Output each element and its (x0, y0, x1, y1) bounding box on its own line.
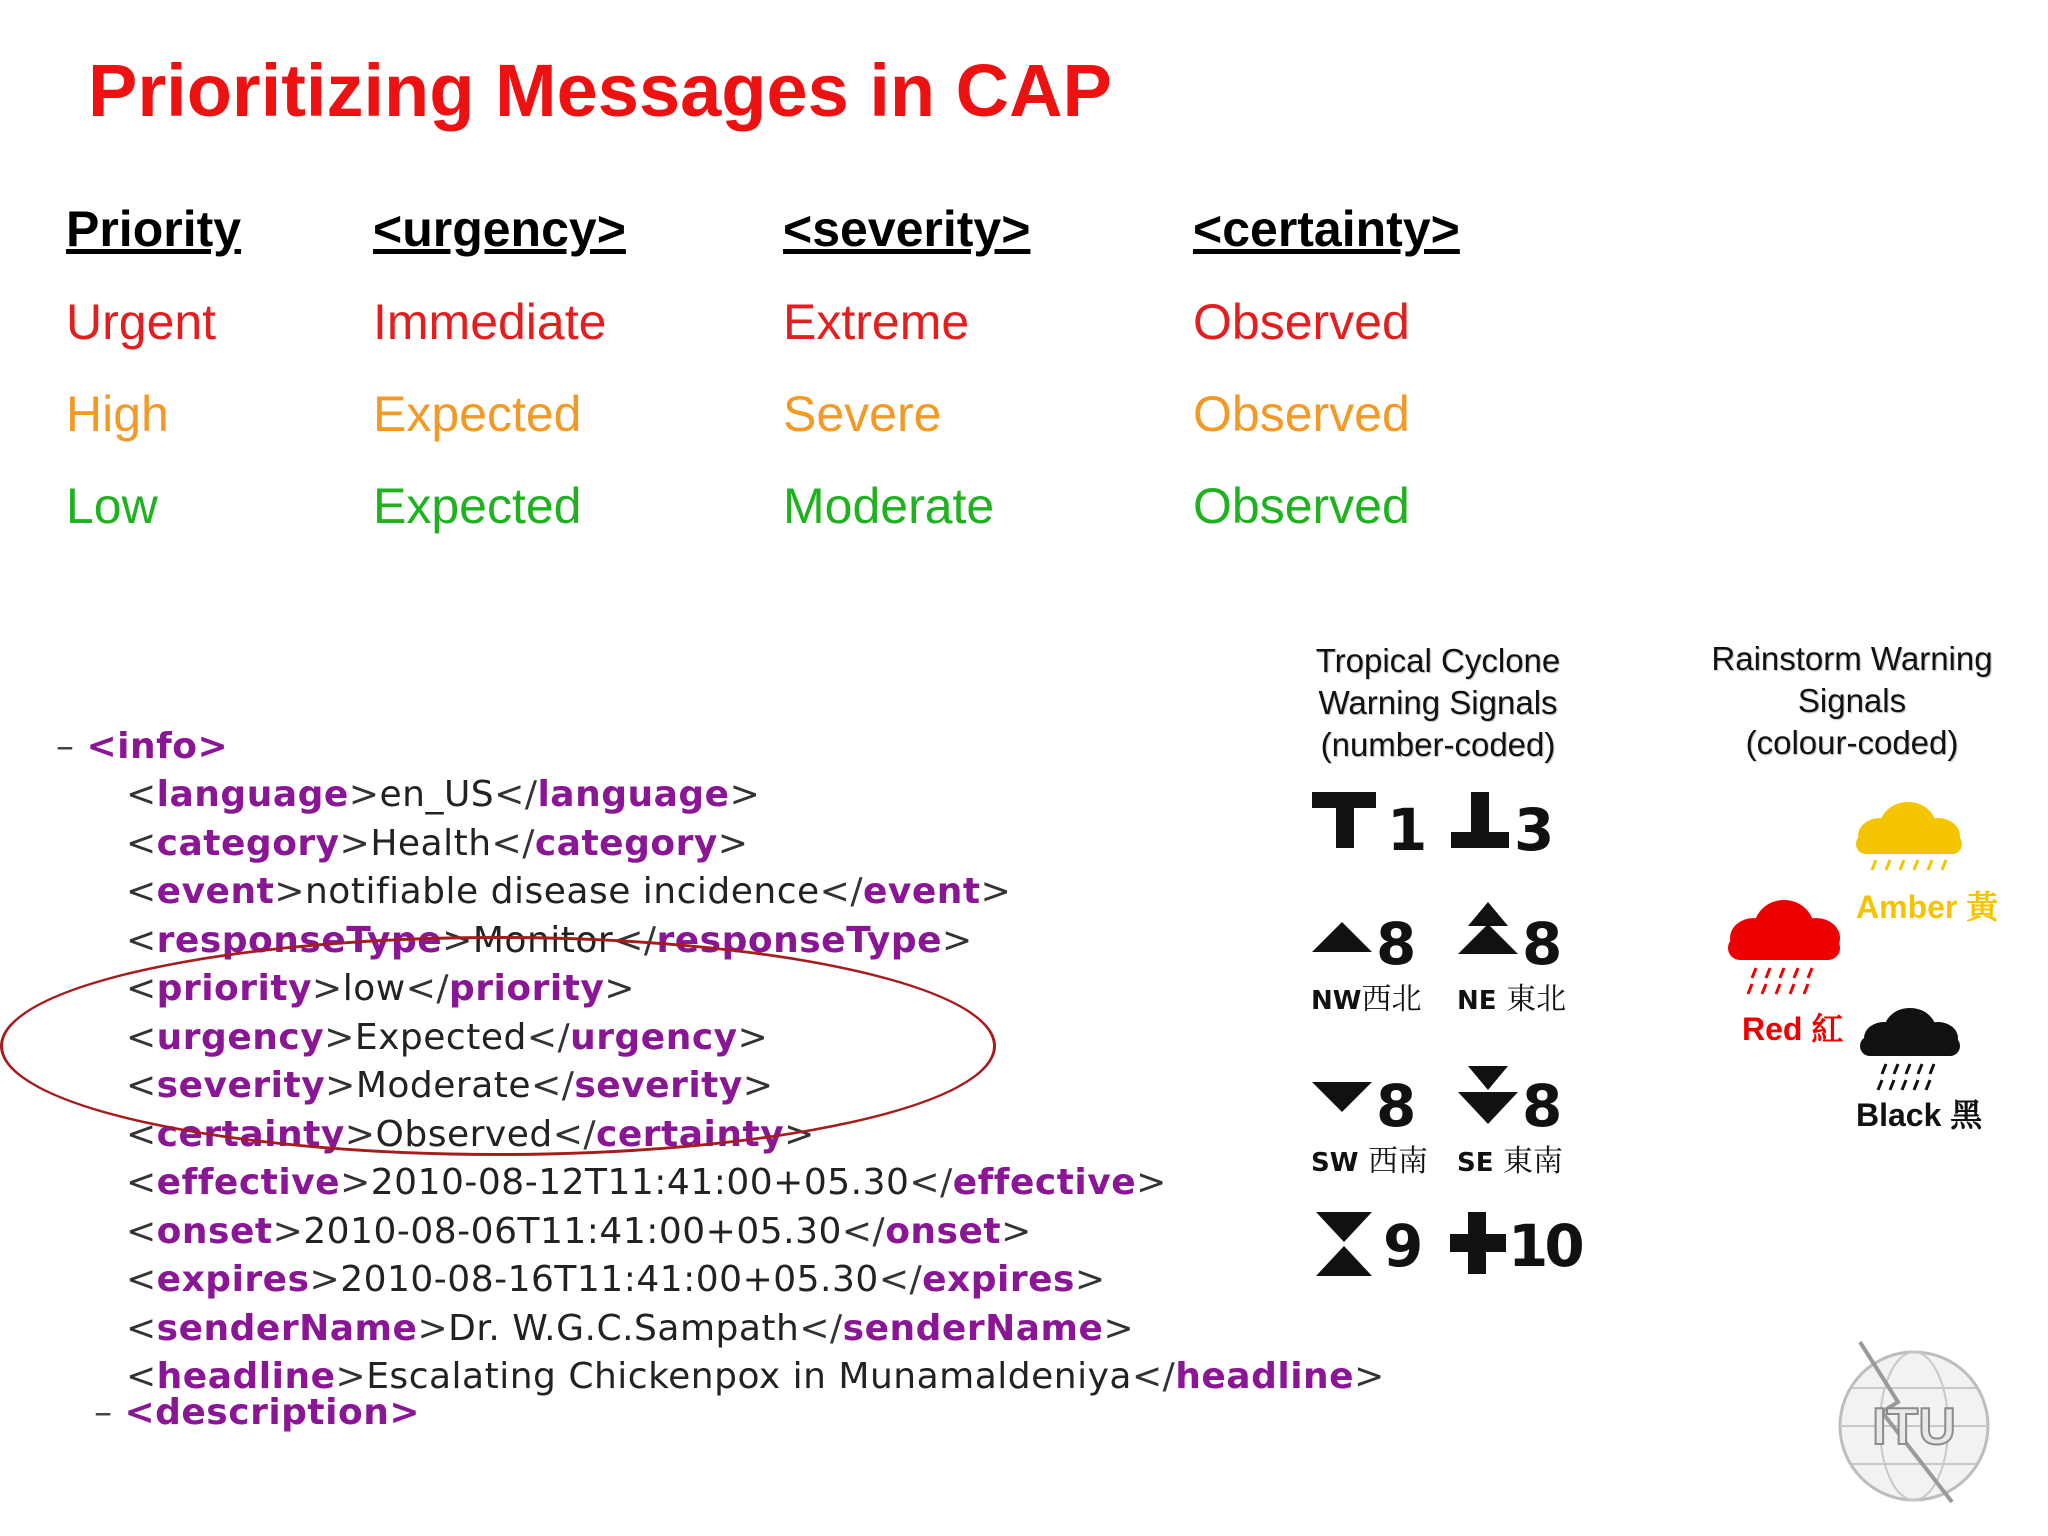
row-low-severity: Moderate (783, 478, 995, 534)
xml-element-severity: <severity>Moderate</severity> (126, 1065, 774, 1106)
xml-element-priority: <priority>low</priority> (126, 968, 636, 1009)
xml-open-tag: urgency (156, 1017, 325, 1058)
xml-open-tag: certainty (156, 1114, 345, 1155)
xml-open-tag: onset (156, 1211, 273, 1252)
xml-element-senderName: <senderName>Dr. W.G.C.Sampath</senderName> (126, 1308, 1135, 1349)
xml-close-tag: urgency (570, 1017, 738, 1058)
xml-element-headline: <headline>Escalating Chickenpox in Munamaldeniya</headline> (126, 1356, 1385, 1397)
xml-element-urgency: <urgency>Expected</urgency> (126, 1017, 769, 1058)
itu-logo (1832, 1332, 2002, 1512)
caption-line: (colour-coded) (1745, 724, 1959, 761)
red-cloud-icon (1722, 898, 1846, 1002)
xml-close-tag: severity (574, 1065, 743, 1106)
xml-close-tag: language (537, 774, 730, 815)
black-label: Black 黑 (1856, 1097, 1983, 1133)
xml-open-tag: severity (156, 1065, 326, 1106)
red-label: Red 紅 (1742, 1011, 1844, 1047)
xml-close-tag: priority (449, 968, 605, 1009)
xml-open-tag: expires (156, 1259, 310, 1300)
direction-label-ne: NE 東北 (1457, 982, 1567, 1017)
xml-value: 2010-08-16T11:41:00+05.30 (340, 1259, 879, 1300)
xml-value: Monitor (472, 920, 614, 961)
signal-number: 10 (1508, 1212, 1581, 1280)
signal-number: 8 (1376, 910, 1417, 978)
xml-open-tag: responseType (156, 920, 443, 961)
xml-value: en_US (379, 774, 495, 815)
signal-8-ne-icon (1454, 898, 1526, 958)
row-low-urgency: Expected (373, 478, 582, 534)
xml-close-tag: certainty (596, 1114, 785, 1155)
signal-8-sw-icon (1308, 1078, 1380, 1118)
xml-value: Dr. W.G.C.Sampath (448, 1308, 800, 1349)
xml-value: Expected (354, 1017, 527, 1058)
highlight-oval (0, 936, 996, 1156)
header-severity: <severity> (783, 201, 1031, 257)
xml-open-tag: language (156, 774, 349, 815)
signal-9-icon (1312, 1210, 1382, 1278)
slide-title: Prioritizing Messages in CAP (88, 49, 1112, 132)
rainstorm-caption (1692, 638, 2012, 764)
xml-close-tag: category (534, 823, 718, 864)
collapse-toggle: – (56, 726, 75, 767)
xml-value: Moderate (355, 1065, 532, 1106)
caption-line: Rainstorm Warning (1711, 640, 1993, 677)
svg-text:ITU: ITU (1872, 1398, 1956, 1456)
xml-element-onset: <onset>2010-08-06T11:41:00+05.30</onset> (126, 1211, 1032, 1252)
signal-8-nw-icon (1308, 918, 1380, 954)
cyclone-caption (1290, 640, 1586, 766)
signal-number: 3 (1514, 796, 1555, 864)
signal-number: 8 (1376, 1072, 1417, 1140)
xml-value: Observed (375, 1114, 553, 1155)
caption-line: (number-coded) (1320, 726, 1556, 763)
xml-value: low (342, 968, 406, 1009)
xml-value: 2010-08-06T11:41:00+05.30 (303, 1211, 842, 1252)
signal-number: 8 (1522, 910, 1563, 978)
xml-close-tag: responseType (656, 920, 943, 961)
xml-element-certainty: <certainty>Observed</certainty> (126, 1114, 815, 1155)
xml-element-event: <event>notifiable disease incidence</event> (126, 871, 1012, 912)
xml-element-expires: <expires>2010-08-16T11:41:00+05.30</expires> (126, 1259, 1106, 1300)
collapse-toggle: – (94, 1392, 113, 1433)
row-low-certainty: Observed (1193, 478, 1410, 534)
xml-open-tag: event (156, 871, 275, 912)
header-priority: Priority (66, 201, 242, 257)
xml-info-open (56, 726, 228, 774)
row-high-certainty: Observed (1193, 386, 1410, 442)
row-urgent-urgency: Immediate (373, 294, 607, 350)
xml-close-tag: onset (885, 1211, 1002, 1252)
header-urgency: <urgency> (373, 201, 626, 257)
xml-value: notifiable disease incidence (304, 871, 820, 912)
signal-number: 1 (1387, 796, 1428, 864)
xml-close-tag: expires (922, 1259, 1075, 1300)
caption-line: Signals (1797, 682, 1907, 719)
row-urgent-priority: Urgent (66, 294, 217, 350)
xml-element-language: <language>en_US</language> (126, 774, 761, 815)
xml-element-responseType: <responseType>Monitor</responseType> (126, 920, 973, 961)
xml-tag: <info> (86, 726, 229, 767)
xml-element-effective: <effective>2010-08-12T11:41:00+05.30</effective> (126, 1162, 1167, 1203)
xml-value: 2010-08-12T11:41:00+05.30 (370, 1162, 910, 1203)
signal-8-se-icon (1454, 1062, 1526, 1128)
xml-open-tag: headline (156, 1356, 336, 1397)
caption-line: Warning Signals (1318, 684, 1558, 721)
xml-value: Escalating Chickenpox in Munamaldeniya (366, 1356, 1132, 1397)
signal-number: 8 (1522, 1072, 1563, 1140)
amber-label: Amber 黃 (1856, 889, 1999, 925)
xml-tag: <description> (124, 1392, 421, 1433)
xml-description-open (94, 1392, 420, 1440)
xml-element-category: <category>Health</category> (126, 823, 749, 864)
header-certainty: <certainty> (1193, 201, 1460, 257)
row-high-priority: High (66, 386, 169, 442)
black-cloud-icon (1852, 1004, 1966, 1100)
xml-close-tag: effective (952, 1162, 1137, 1203)
xml-close-tag: event (862, 871, 981, 912)
xml-open-tag: effective (156, 1162, 341, 1203)
amber-cloud-icon (1846, 800, 1970, 880)
xml-close-tag: senderName (842, 1308, 1104, 1349)
direction-label-nw: NW西北 (1311, 982, 1422, 1017)
xml-open-tag: category (156, 823, 340, 864)
xml-open-tag: senderName (156, 1308, 418, 1349)
direction-label-se: SE 東南 (1457, 1144, 1564, 1179)
xml-value: Health (370, 823, 492, 864)
signal-number: 9 (1383, 1212, 1424, 1280)
row-high-severity: Severe (783, 386, 942, 442)
row-low-priority: Low (66, 478, 158, 534)
row-urgent-certainty: Observed (1193, 294, 1410, 350)
xml-open-tag: priority (156, 968, 313, 1009)
signal-10-icon (1450, 1210, 1510, 1276)
direction-label-sw: SW 西南 (1311, 1144, 1428, 1179)
xml-close-tag: headline (1175, 1356, 1355, 1397)
caption-line: Tropical Cyclone (1315, 642, 1561, 679)
row-high-urgency: Expected (373, 386, 582, 442)
row-urgent-severity: Extreme (783, 294, 970, 350)
